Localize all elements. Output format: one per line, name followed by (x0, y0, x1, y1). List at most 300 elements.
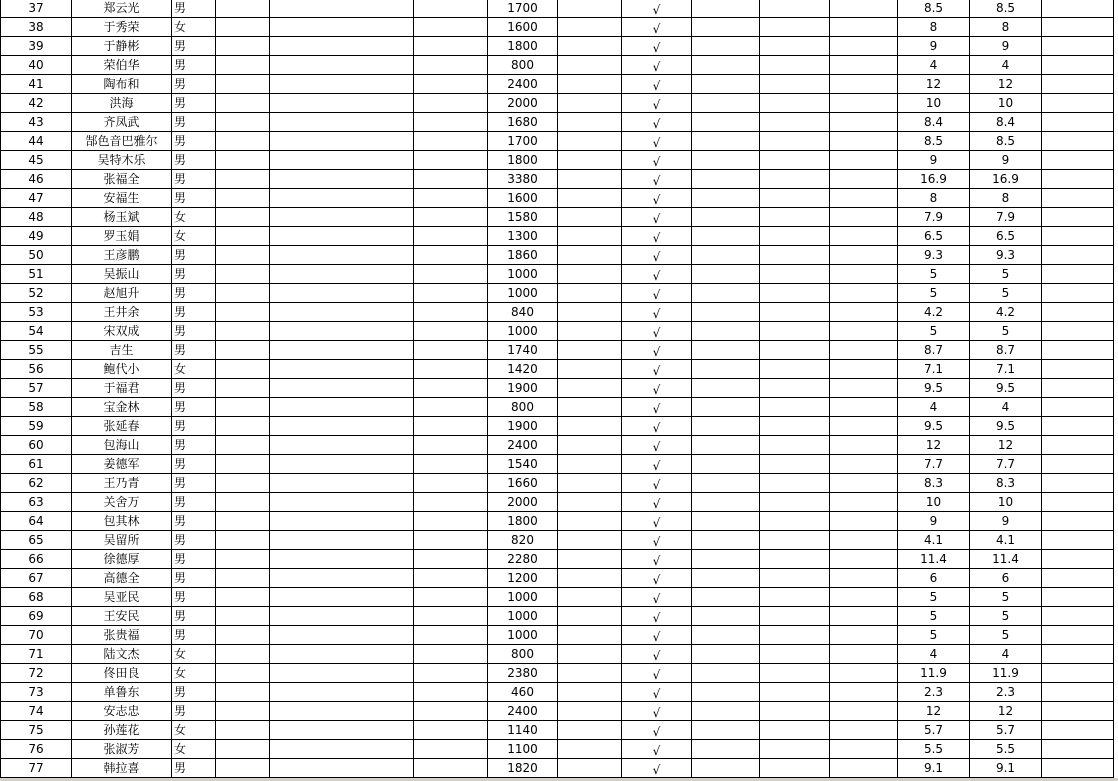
cell-empty[interactable] (830, 607, 898, 626)
cell-check[interactable] (622, 379, 692, 398)
cell-empty[interactable] (830, 417, 898, 436)
cell-gender[interactable]: 男 (172, 569, 216, 588)
cell-empty[interactable] (558, 664, 622, 683)
cell-empty[interactable] (270, 75, 414, 94)
cell-check[interactable] (622, 550, 692, 569)
cell-name[interactable] (72, 18, 172, 37)
cell-empty[interactable] (830, 227, 898, 246)
cell-value-1[interactable]: 4 (898, 398, 970, 417)
cell-row-number[interactable]: 68 (0, 588, 72, 607)
cell-row-number[interactable]: 49 (0, 227, 72, 246)
cell-value-2[interactable]: 8.5 (970, 0, 1042, 18)
cell-value-2[interactable]: 9 (970, 151, 1042, 170)
cell-empty[interactable] (830, 645, 898, 664)
cell-check[interactable] (622, 170, 692, 189)
cell-gender[interactable]: 女 (172, 721, 216, 740)
cell-empty[interactable] (216, 493, 270, 512)
cell-name[interactable] (72, 550, 172, 569)
cell-check[interactable] (622, 227, 692, 246)
cell-empty[interactable] (414, 56, 488, 75)
cell-empty[interactable] (692, 436, 760, 455)
cell-empty[interactable] (216, 607, 270, 626)
cell-empty[interactable] (760, 284, 830, 303)
cell-empty[interactable] (830, 398, 898, 417)
cell-name[interactable] (72, 284, 172, 303)
cell-value-1[interactable]: 9.5 (898, 417, 970, 436)
cell-empty[interactable] (830, 360, 898, 379)
cell-empty[interactable] (558, 626, 622, 645)
cell-empty[interactable] (830, 531, 898, 550)
cell-empty[interactable] (760, 0, 830, 18)
cell-empty[interactable] (830, 75, 898, 94)
cell-empty[interactable] (216, 189, 270, 208)
cell-empty[interactable] (692, 132, 760, 151)
cell-empty[interactable] (414, 341, 488, 360)
cell-empty[interactable] (692, 322, 760, 341)
cell-value-2[interactable]: 9.5 (970, 379, 1042, 398)
cell-row-number[interactable]: 53 (0, 303, 72, 322)
cell-empty[interactable] (414, 189, 488, 208)
cell-gender[interactable]: 男 (172, 170, 216, 189)
cell-empty[interactable] (414, 550, 488, 569)
cell-name[interactable] (72, 0, 172, 18)
cell-value-2[interactable]: 9.5 (970, 417, 1042, 436)
cell-empty[interactable] (558, 455, 622, 474)
cell-empty[interactable] (270, 512, 414, 531)
cell-amount[interactable]: 1000 (488, 588, 558, 607)
cell-empty[interactable] (558, 721, 622, 740)
cell-empty[interactable] (692, 455, 760, 474)
cell-empty[interactable] (270, 664, 414, 683)
cell-empty[interactable] (216, 341, 270, 360)
cell-check[interactable] (622, 683, 692, 702)
cell-name[interactable] (72, 113, 172, 132)
cell-name[interactable] (72, 360, 172, 379)
cell-empty[interactable] (692, 208, 760, 227)
cell-empty[interactable] (558, 94, 622, 113)
cell-name[interactable] (72, 436, 172, 455)
cell-empty[interactable] (1042, 645, 1114, 664)
cell-empty[interactable] (216, 550, 270, 569)
cell-value-1[interactable]: 9 (898, 151, 970, 170)
cell-name[interactable] (72, 607, 172, 626)
cell-empty[interactable] (1042, 56, 1114, 75)
cell-check[interactable] (622, 626, 692, 645)
cell-empty[interactable] (558, 759, 622, 778)
cell-empty[interactable] (414, 37, 488, 56)
cell-amount[interactable]: 800 (488, 398, 558, 417)
cell-amount[interactable]: 1820 (488, 759, 558, 778)
cell-check[interactable] (622, 246, 692, 265)
cell-empty[interactable] (692, 37, 760, 56)
cell-empty[interactable] (1042, 740, 1114, 759)
cell-gender[interactable]: 男 (172, 607, 216, 626)
cell-row-number[interactable]: 73 (0, 683, 72, 702)
cell-value-2[interactable]: 8.7 (970, 341, 1042, 360)
cell-check[interactable] (622, 436, 692, 455)
cell-empty[interactable] (760, 721, 830, 740)
cell-gender[interactable]: 女 (172, 208, 216, 227)
cell-row-number[interactable]: 71 (0, 645, 72, 664)
cell-empty[interactable] (558, 151, 622, 170)
cell-empty[interactable] (216, 113, 270, 132)
cell-empty[interactable] (414, 512, 488, 531)
cell-value-2[interactable]: 9.3 (970, 246, 1042, 265)
cell-check[interactable] (622, 607, 692, 626)
cell-empty[interactable] (830, 265, 898, 284)
cell-name[interactable] (72, 94, 172, 113)
cell-row-number[interactable]: 61 (0, 455, 72, 474)
cell-empty[interactable] (830, 474, 898, 493)
cell-empty[interactable] (760, 455, 830, 474)
cell-row-number[interactable]: 69 (0, 607, 72, 626)
cell-empty[interactable] (692, 398, 760, 417)
cell-empty[interactable] (216, 284, 270, 303)
cell-value-1[interactable]: 4.2 (898, 303, 970, 322)
cell-empty[interactable] (270, 94, 414, 113)
cell-row-number[interactable]: 59 (0, 417, 72, 436)
cell-empty[interactable] (270, 360, 414, 379)
cell-gender[interactable]: 男 (172, 151, 216, 170)
cell-name[interactable] (72, 398, 172, 417)
cell-empty[interactable] (558, 645, 622, 664)
cell-gender[interactable]: 女 (172, 227, 216, 246)
cell-empty[interactable] (692, 512, 760, 531)
cell-value-2[interactable]: 5 (970, 284, 1042, 303)
cell-empty[interactable] (692, 569, 760, 588)
cell-empty[interactable] (830, 94, 898, 113)
cell-name[interactable] (72, 702, 172, 721)
cell-name[interactable] (72, 664, 172, 683)
cell-empty[interactable] (1042, 436, 1114, 455)
cell-empty[interactable] (270, 569, 414, 588)
cell-empty[interactable] (414, 360, 488, 379)
cell-gender[interactable]: 男 (172, 398, 216, 417)
cell-empty[interactable] (216, 322, 270, 341)
cell-empty[interactable] (1042, 0, 1114, 18)
cell-empty[interactable] (1042, 531, 1114, 550)
cell-row-number[interactable]: 58 (0, 398, 72, 417)
cell-empty[interactable] (216, 379, 270, 398)
cell-empty[interactable] (558, 246, 622, 265)
cell-empty[interactable] (414, 493, 488, 512)
cell-empty[interactable] (1042, 227, 1114, 246)
cell-empty[interactable] (760, 474, 830, 493)
cell-amount[interactable]: 2380 (488, 664, 558, 683)
cell-value-1[interactable]: 8.4 (898, 113, 970, 132)
cell-value-1[interactable]: 12 (898, 75, 970, 94)
cell-check[interactable] (622, 0, 692, 18)
cell-empty[interactable] (760, 56, 830, 75)
cell-empty[interactable] (270, 626, 414, 645)
cell-amount[interactable]: 2000 (488, 94, 558, 113)
cell-value-2[interactable]: 5.7 (970, 721, 1042, 740)
cell-empty[interactable] (692, 645, 760, 664)
cell-value-1[interactable]: 4 (898, 645, 970, 664)
cell-amount[interactable]: 840 (488, 303, 558, 322)
cell-value-1[interactable]: 8.5 (898, 0, 970, 18)
cell-amount[interactable]: 1100 (488, 740, 558, 759)
cell-empty[interactable] (558, 588, 622, 607)
cell-row-number[interactable]: 55 (0, 341, 72, 360)
cell-amount[interactable]: 1900 (488, 417, 558, 436)
cell-empty[interactable] (1042, 512, 1114, 531)
cell-empty[interactable] (558, 132, 622, 151)
cell-check[interactable] (622, 721, 692, 740)
cell-amount[interactable]: 2400 (488, 702, 558, 721)
cell-empty[interactable] (1042, 37, 1114, 56)
cell-empty[interactable] (830, 588, 898, 607)
cell-name[interactable] (72, 626, 172, 645)
cell-amount[interactable]: 1000 (488, 265, 558, 284)
cell-amount[interactable]: 2280 (488, 550, 558, 569)
cell-name[interactable] (72, 208, 172, 227)
cell-empty[interactable] (1042, 474, 1114, 493)
cell-empty[interactable] (216, 37, 270, 56)
cell-value-2[interactable]: 12 (970, 436, 1042, 455)
cell-gender[interactable]: 女 (172, 645, 216, 664)
cell-empty[interactable] (692, 683, 760, 702)
cell-empty[interactable] (414, 132, 488, 151)
cell-empty[interactable] (558, 702, 622, 721)
cell-empty[interactable] (558, 170, 622, 189)
cell-empty[interactable] (1042, 607, 1114, 626)
cell-row-number[interactable]: 40 (0, 56, 72, 75)
cell-value-1[interactable]: 8.5 (898, 132, 970, 151)
cell-value-2[interactable]: 6 (970, 569, 1042, 588)
cell-gender[interactable]: 男 (172, 702, 216, 721)
cell-row-number[interactable]: 41 (0, 75, 72, 94)
cell-empty[interactable] (760, 626, 830, 645)
cell-empty[interactable] (414, 170, 488, 189)
cell-check[interactable] (622, 759, 692, 778)
cell-empty[interactable] (692, 303, 760, 322)
cell-empty[interactable] (270, 170, 414, 189)
cell-row-number[interactable]: 56 (0, 360, 72, 379)
cell-empty[interactable] (830, 18, 898, 37)
cell-empty[interactable] (830, 683, 898, 702)
cell-empty[interactable] (558, 37, 622, 56)
cell-gender[interactable]: 男 (172, 37, 216, 56)
cell-empty[interactable] (1042, 379, 1114, 398)
cell-empty[interactable] (414, 0, 488, 18)
cell-empty[interactable] (270, 18, 414, 37)
cell-row-number[interactable]: 64 (0, 512, 72, 531)
cell-check[interactable] (622, 113, 692, 132)
cell-empty[interactable] (692, 702, 760, 721)
cell-empty[interactable] (692, 75, 760, 94)
cell-empty[interactable] (692, 664, 760, 683)
cell-gender[interactable]: 男 (172, 322, 216, 341)
cell-empty[interactable] (216, 455, 270, 474)
cell-empty[interactable] (414, 18, 488, 37)
cell-empty[interactable] (692, 531, 760, 550)
cell-empty[interactable] (830, 151, 898, 170)
cell-value-2[interactable]: 7.9 (970, 208, 1042, 227)
cell-empty[interactable] (270, 493, 414, 512)
cell-empty[interactable] (216, 265, 270, 284)
cell-empty[interactable] (760, 436, 830, 455)
cell-empty[interactable] (216, 721, 270, 740)
cell-empty[interactable] (760, 132, 830, 151)
cell-value-2[interactable]: 9 (970, 512, 1042, 531)
cell-empty[interactable] (692, 360, 760, 379)
cell-empty[interactable] (1042, 246, 1114, 265)
cell-empty[interactable] (830, 189, 898, 208)
cell-empty[interactable] (216, 18, 270, 37)
cell-value-2[interactable]: 4 (970, 398, 1042, 417)
cell-gender[interactable]: 女 (172, 740, 216, 759)
cell-name[interactable] (72, 759, 172, 778)
cell-amount[interactable]: 1580 (488, 208, 558, 227)
cell-empty[interactable] (760, 493, 830, 512)
cell-empty[interactable] (692, 94, 760, 113)
cell-row-number[interactable]: 60 (0, 436, 72, 455)
cell-empty[interactable] (270, 607, 414, 626)
cell-value-2[interactable]: 5.5 (970, 740, 1042, 759)
cell-empty[interactable] (216, 588, 270, 607)
cell-empty[interactable] (216, 759, 270, 778)
cell-empty[interactable] (216, 398, 270, 417)
cell-empty[interactable] (1042, 18, 1114, 37)
cell-row-number[interactable]: 54 (0, 322, 72, 341)
cell-row-number[interactable]: 43 (0, 113, 72, 132)
cell-amount[interactable]: 3380 (488, 170, 558, 189)
cell-value-2[interactable]: 5 (970, 626, 1042, 645)
cell-amount[interactable]: 1800 (488, 512, 558, 531)
cell-empty[interactable] (1042, 265, 1114, 284)
cell-empty[interactable] (558, 569, 622, 588)
cell-gender[interactable]: 男 (172, 94, 216, 113)
cell-empty[interactable] (270, 246, 414, 265)
cell-name[interactable] (72, 455, 172, 474)
cell-empty[interactable] (1042, 303, 1114, 322)
cell-gender[interactable]: 女 (172, 360, 216, 379)
cell-empty[interactable] (692, 493, 760, 512)
cell-amount[interactable]: 1600 (488, 189, 558, 208)
cell-empty[interactable] (760, 531, 830, 550)
cell-empty[interactable] (830, 246, 898, 265)
cell-empty[interactable] (692, 189, 760, 208)
cell-amount[interactable]: 1680 (488, 113, 558, 132)
cell-empty[interactable] (558, 493, 622, 512)
cell-name[interactable] (72, 37, 172, 56)
cell-empty[interactable] (558, 303, 622, 322)
cell-empty[interactable] (1042, 189, 1114, 208)
cell-value-1[interactable]: 11.4 (898, 550, 970, 569)
cell-empty[interactable] (1042, 94, 1114, 113)
cell-empty[interactable] (216, 683, 270, 702)
cell-empty[interactable] (270, 759, 414, 778)
cell-empty[interactable] (414, 626, 488, 645)
cell-row-number[interactable]: 66 (0, 550, 72, 569)
cell-empty[interactable] (1042, 151, 1114, 170)
cell-empty[interactable] (692, 721, 760, 740)
cell-value-1[interactable]: 5.7 (898, 721, 970, 740)
cell-row-number[interactable]: 72 (0, 664, 72, 683)
cell-empty[interactable] (216, 569, 270, 588)
cell-check[interactable] (622, 474, 692, 493)
cell-check[interactable] (622, 75, 692, 94)
cell-empty[interactable] (760, 170, 830, 189)
cell-row-number[interactable]: 74 (0, 702, 72, 721)
cell-gender[interactable]: 男 (172, 512, 216, 531)
cell-check[interactable] (622, 493, 692, 512)
cell-gender[interactable]: 女 (172, 664, 216, 683)
cell-empty[interactable] (414, 113, 488, 132)
cell-value-2[interactable]: 8.5 (970, 132, 1042, 151)
cell-empty[interactable] (270, 113, 414, 132)
cell-empty[interactable] (692, 759, 760, 778)
cell-empty[interactable] (270, 322, 414, 341)
cell-check[interactable] (622, 417, 692, 436)
cell-empty[interactable] (830, 132, 898, 151)
cell-row-number[interactable]: 57 (0, 379, 72, 398)
cell-empty[interactable] (760, 303, 830, 322)
cell-empty[interactable] (558, 0, 622, 18)
cell-amount[interactable]: 1800 (488, 37, 558, 56)
cell-value-1[interactable]: 6 (898, 569, 970, 588)
cell-empty[interactable] (414, 303, 488, 322)
cell-row-number[interactable]: 67 (0, 569, 72, 588)
cell-empty[interactable] (760, 208, 830, 227)
cell-check[interactable] (622, 303, 692, 322)
cell-name[interactable] (72, 189, 172, 208)
cell-empty[interactable] (760, 588, 830, 607)
cell-row-number[interactable]: 42 (0, 94, 72, 113)
cell-empty[interactable] (558, 56, 622, 75)
cell-empty[interactable] (414, 94, 488, 113)
cell-empty[interactable] (414, 75, 488, 94)
cell-empty[interactable] (270, 284, 414, 303)
cell-amount[interactable]: 1000 (488, 284, 558, 303)
cell-empty[interactable] (830, 113, 898, 132)
cell-name[interactable] (72, 569, 172, 588)
cell-empty[interactable] (270, 227, 414, 246)
cell-value-1[interactable]: 7.9 (898, 208, 970, 227)
cell-amount[interactable]: 1420 (488, 360, 558, 379)
cell-amount[interactable]: 800 (488, 645, 558, 664)
cell-value-1[interactable]: 8 (898, 189, 970, 208)
cell-empty[interactable] (558, 265, 622, 284)
cell-check[interactable] (622, 455, 692, 474)
cell-row-number[interactable]: 46 (0, 170, 72, 189)
cell-empty[interactable] (414, 398, 488, 417)
cell-empty[interactable] (830, 512, 898, 531)
cell-empty[interactable] (216, 702, 270, 721)
cell-empty[interactable] (558, 550, 622, 569)
cell-empty[interactable] (270, 37, 414, 56)
cell-gender[interactable]: 男 (172, 341, 216, 360)
cell-empty[interactable] (1042, 493, 1114, 512)
cell-check[interactable] (622, 664, 692, 683)
cell-empty[interactable] (830, 436, 898, 455)
cell-empty[interactable] (760, 702, 830, 721)
cell-row-number[interactable]: 39 (0, 37, 72, 56)
cell-empty[interactable] (216, 170, 270, 189)
cell-empty[interactable] (414, 740, 488, 759)
cell-empty[interactable] (830, 170, 898, 189)
cell-empty[interactable] (216, 645, 270, 664)
cell-empty[interactable] (558, 398, 622, 417)
cell-amount[interactable]: 800 (488, 56, 558, 75)
cell-empty[interactable] (830, 569, 898, 588)
cell-empty[interactable] (414, 284, 488, 303)
cell-empty[interactable] (270, 189, 414, 208)
cell-check[interactable] (622, 531, 692, 550)
cell-value-1[interactable]: 2.3 (898, 683, 970, 702)
cell-empty[interactable] (270, 740, 414, 759)
